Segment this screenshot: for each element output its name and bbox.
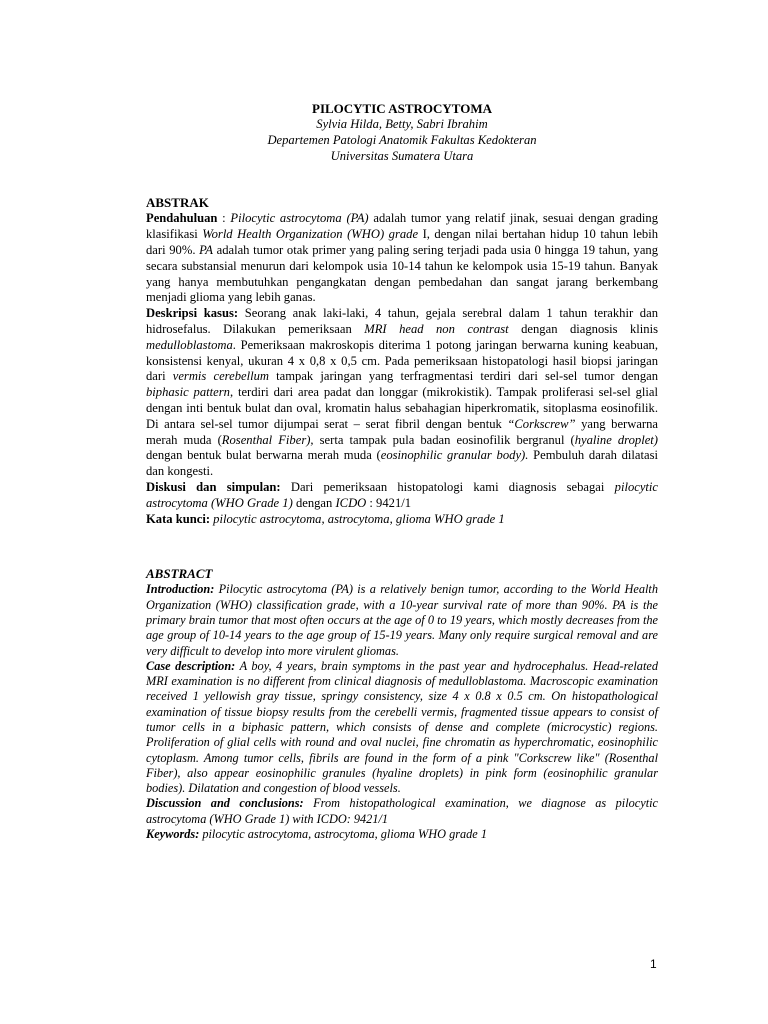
deskripsi-text: MRI head non contrast bbox=[364, 321, 509, 336]
deskripsi-text: dengan diagnosis klinis bbox=[508, 321, 658, 336]
deskripsi-text: dengan bentuk bulat berwarna merah muda ( bbox=[146, 448, 381, 463]
diskusi-text: ICDO bbox=[335, 495, 367, 510]
pendahuluan-sep: : bbox=[217, 211, 231, 226]
pendahuluan-label: Pendahuluan bbox=[146, 211, 218, 226]
diskusi-text: dengan bbox=[292, 495, 336, 510]
keywords-text: pilocytic astrocytoma, astrocytoma, glioma WHO grade 1 bbox=[199, 827, 487, 842]
abstrak-deskripsi bbox=[146, 306, 658, 480]
abstract-body bbox=[146, 582, 658, 842]
pendahuluan-text: Pilocytic astrocytoma (PA) bbox=[230, 211, 369, 226]
keywords-label: Keywords: bbox=[146, 827, 200, 842]
abstract-discussion bbox=[146, 796, 658, 827]
diskusi-text: : 9421/1 bbox=[366, 495, 412, 510]
case-label: Case description: bbox=[146, 658, 236, 673]
paper-header bbox=[146, 100, 658, 164]
page-number: 1 bbox=[650, 957, 657, 971]
deskripsi-text: Rosenthal Fiber), bbox=[221, 432, 314, 447]
deskripsi-text: hyaline droplet) bbox=[574, 432, 658, 447]
deskripsi-text: , terdiri dari area padat dan longgar (mikrokistik). Tampak proliferasi sel-sel glial dengan inti bentuk bulat dan oval, kromatin halus sebahagian hiperkromatik, sitoplasma eosinofilik. Di antara sel-sel tumor dijumpai serat – serat fibril dengan bentuk bbox=[146, 385, 658, 431]
diskusi-text: pilocytic astrocytoma (WHO Grade 1) bbox=[146, 479, 659, 510]
pendahuluan-text: adalah tumor yang relatif jinak, sesuai dengan grading klasifikasi bbox=[146, 211, 659, 242]
paper-department: Departemen Patologi Anatomik Fakultas Kedokteran bbox=[267, 132, 537, 147]
diskusi-text: Dari pemeriksaan histopatologi kami diagnosis sebagai bbox=[280, 479, 615, 494]
pendahuluan-text: I, dengan nilai bertahan hidup 10 tahun lebih dari 90%. bbox=[146, 227, 659, 257]
deskripsi-text: “Corkscrew” bbox=[507, 416, 576, 431]
page-content bbox=[146, 100, 658, 842]
abstrak-kata-kunci bbox=[146, 512, 658, 528]
deskripsi-label: Deskripsi kasus: bbox=[146, 306, 239, 321]
pendahuluan-text: adalah tumor otak primer yang paling sering terjadi pada usia 0 hingga 19 tahun, yang secara substansial menurun dari kelompok usia 10-14 tahun ke kelompok usia 15-19 tahun. Banyak yang hanya membutuhkan pengangkatan dengan pembedahan dan sangat jarang berkembang menjadi glioma yang lebih ganas. bbox=[146, 242, 658, 305]
introduction-label: Introduction: bbox=[146, 582, 215, 597]
deskripsi-text: Pembuluh darah dilatasi dan kongesti. bbox=[146, 448, 658, 479]
deskripsi-text: serta tampak pula badan eosinofilik bergranul ( bbox=[313, 432, 575, 447]
deskripsi-text: eosinophilic granular body). bbox=[380, 448, 529, 463]
diskusi-label: Diskusi dan simpulan: bbox=[146, 479, 281, 494]
abstract-keywords bbox=[146, 827, 658, 842]
deskripsi-text: biphasic pattern bbox=[146, 385, 230, 400]
pendahuluan-text: PA bbox=[199, 242, 213, 257]
abstrak-heading: ABSTRAK bbox=[146, 195, 209, 211]
paper-authors: Sylvia Hilda, Betty, Sabri Ibrahim bbox=[316, 117, 488, 131]
kata-kunci-text: pilocytic astrocytoma, astrocytoma, glioma WHO grade 1 bbox=[210, 511, 505, 526]
kata-kunci-label: Kata kunci: bbox=[146, 511, 211, 526]
deskripsi-text: . Pemeriksaan makroskopis diterima 1 potong jaringan berwarna kuning keabuan, konsistensi kenyal, ukuran 4 x 0,8 x 0,5 cm. Pada pemeriksaan histopatologi hasil biopsi jaringan dari bbox=[146, 337, 658, 384]
abstract-case bbox=[146, 659, 658, 797]
abstract-introduction bbox=[146, 582, 658, 658]
discussion-label: Discussion and conclusions: bbox=[146, 796, 304, 811]
abstrak-pendahuluan bbox=[146, 211, 658, 306]
paper-title: PILOCYTIC ASTROCYTOMA bbox=[312, 101, 492, 116]
deskripsi-text: vermis cerebellum bbox=[172, 369, 269, 384]
introduction-text: Pilocytic astrocytoma (PA) is a relatively benign tumor, according to the World Health Organization (WHO) classification grade, with a 10-year survival rate of more than 90%. PA is the primary brain tumor that most often occurs at the age of 0 to 19 years, which mostly decreases from the age group of 10-14 years to the age group of 15-19 years. Many only require surgical removal and are very difficult to develop into more virulent gliomas. bbox=[146, 582, 658, 658]
abstract-heading: ABSTRACT bbox=[146, 566, 213, 582]
deskripsi-text: Seorang anak laki-laki, 4 tahun, gejala serebral dalam 1 tahun terakhir dan hidrosefalus. Dilakukan pemeriksaan bbox=[146, 306, 658, 336]
paper-university: Universitas Sumatera Utara bbox=[330, 148, 474, 163]
abstrak-diskusi bbox=[146, 480, 658, 512]
case-text: A boy, 4 years, brain symptoms in the past year and hydrocephalus. Head-related MRI examination is no different from clinical diagnosis of medulloblastoma. Macroscopic examination received 1 yellowish gray tissue, springy consistency, size 4 x 0.8 x 0.5 cm. On histopathological examination of tissue biopsy results from the cerebelli vermis, fragmented tissue appears to consist of tumor cells in a biphasic pattern, which consists of dense and complete (microcystic) regions. Proliferation of glial cells with round and oval nuclei, fine chromatin as hyperchromatic, eosinophilic cytoplasm. Among tumor cells, fibrils are found in the form of a pink "Corkscrew like" (Rosenthal Fiber), also appear eosinophilic granules (hyaline droplets) in pink form (eosinophilic granular bodies). Dilatation and congestion of blood vessels. bbox=[146, 658, 658, 796]
deskripsi-text: tampak jaringan yang terfragmentasi terdiri dari sel-sel tumor dengan bbox=[268, 369, 658, 384]
deskripsi-text: yang berwarna merah muda ( bbox=[146, 416, 658, 447]
pendahuluan-text: World Health Organization (WHO) grade bbox=[202, 227, 419, 242]
deskripsi-text: medulloblastoma bbox=[146, 337, 233, 352]
discussion-text: From histopathological examination, we diagnose as pilocytic astrocytoma (WHO Grade 1) with ICDO: 9421/1 bbox=[146, 796, 658, 826]
